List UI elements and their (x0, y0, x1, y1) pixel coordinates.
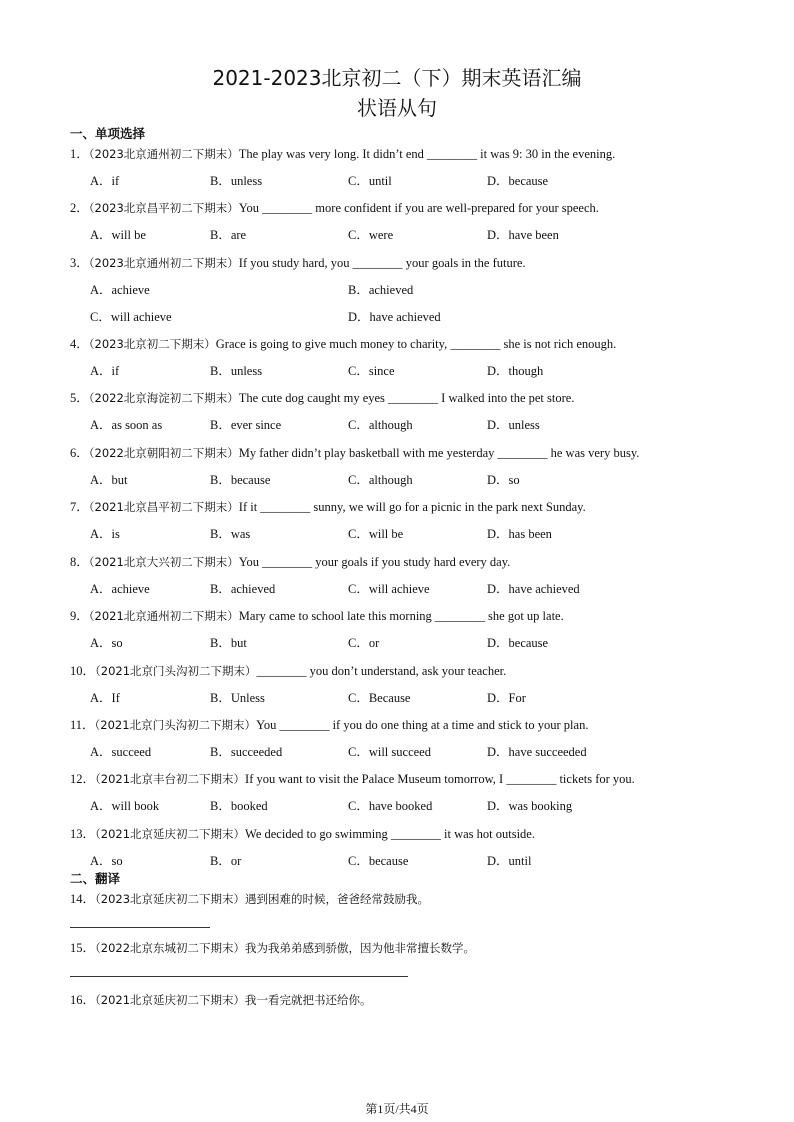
answer-option[interactable]: A．as soon as (90, 418, 163, 432)
answer-option[interactable]: A．if (90, 174, 120, 188)
answer-option[interactable]: C．were (348, 228, 394, 242)
question-number: 1． (70, 147, 89, 161)
question-number: 5． (70, 391, 89, 405)
question-source: （2021北京门头沟初二下期末） (95, 664, 257, 678)
question-text: My father didn’t play basketball with me yesterday ________ he was very busy. (238, 446, 640, 460)
question-text: If you want to visit the Palace Museum tomorrow, I ________ tickets for you. (245, 772, 635, 786)
question-source: （2021北京丰台初二下期末） (95, 772, 246, 786)
section-heading-translate: 二、翻译 (70, 871, 121, 886)
question-line (70, 606, 564, 624)
answer-option[interactable]: B．Unless (210, 691, 265, 705)
translation-text: 我为我弟弟感到骄傲，因为他非常擅长数学。 (245, 941, 476, 955)
question-text: Grace is going to give much money to charity, ________ she is not rich enough. (215, 337, 617, 351)
answer-option[interactable]: B．unless (210, 364, 263, 378)
translation-line (70, 990, 372, 1008)
answer-option[interactable]: A．so (90, 636, 123, 650)
answer-option[interactable]: B．unless (210, 174, 263, 188)
answer-option[interactable]: D．so (487, 473, 520, 487)
question-line (70, 824, 535, 842)
answer-option[interactable]: B．was (210, 527, 251, 541)
answer-option[interactable]: D．has been (487, 527, 552, 541)
question-source: （2022北京东城初二下期末） (95, 941, 246, 955)
question-number: 11． (70, 718, 95, 732)
answer-option[interactable]: B．but (210, 636, 247, 650)
question-source: （2021北京通州初二下期末） (88, 609, 239, 623)
question-source: （2023北京初二下期末） (88, 337, 216, 351)
question-line (70, 769, 635, 787)
question-source: （2021北京大兴初二下期末） (88, 555, 239, 569)
question-text: You ________ your goals if you study hard every day. (238, 555, 511, 569)
answer-option[interactable]: C．or (348, 636, 380, 650)
question-line (70, 198, 599, 216)
answer-option[interactable]: C．although (348, 418, 413, 432)
answer-option[interactable]: A．succeed (90, 745, 152, 759)
question-line (70, 144, 615, 162)
question-text: You ________ more confident if you are well-prepared for your speech. (238, 201, 599, 215)
answer-option[interactable]: C．have booked (348, 799, 433, 813)
answer-option[interactable]: B．succeeded (210, 745, 283, 759)
answer-option[interactable]: D．because (487, 174, 549, 188)
answer-option[interactable]: D．until (487, 854, 532, 868)
page-title: 2021-2023北京初二（下）期末英语汇编 (212, 66, 582, 90)
answer-option[interactable]: A．will be (90, 228, 146, 242)
answer-option[interactable]: D．was booking (487, 799, 573, 813)
question-line (70, 661, 506, 679)
answer-option[interactable]: A．If (90, 691, 120, 705)
question-number: 7． (70, 500, 89, 514)
answer-option[interactable]: B．or (210, 854, 242, 868)
answer-option[interactable]: D．have achieved (487, 582, 580, 596)
answer-option[interactable]: B．achieved (210, 582, 276, 596)
answer-option[interactable]: A．so (90, 854, 123, 868)
question-line (70, 388, 574, 406)
question-source: （2023北京通州初二下期末） (88, 256, 239, 270)
question-number: 9． (70, 609, 89, 623)
answer-option[interactable]: D．though (487, 364, 544, 378)
question-source: （2023北京通州初二下期末） (88, 147, 239, 161)
question-source: （2023北京昌平初二下期末） (88, 201, 239, 215)
question-number: 2． (70, 201, 89, 215)
question-source: （2021北京延庆初二下期末） (95, 827, 246, 841)
question-number: 12． (70, 772, 96, 786)
answer-option[interactable]: B．because (210, 473, 271, 487)
answer-option[interactable]: C．until (348, 174, 392, 188)
question-text: If you study hard, you ________ your goals in the future. (238, 256, 526, 270)
question-number: 4． (70, 337, 89, 351)
translation-line (70, 938, 475, 956)
answer-option[interactable]: C．because (348, 854, 409, 868)
question-source: （2023北京延庆初二下期末） (95, 892, 246, 906)
page-subtitle: 状语从句 (357, 96, 437, 120)
page-footer: 第1页/共4页 (365, 1102, 429, 1116)
question-text: The play was very long. It didn’t end ________ it was 9: 30 in the evening. (238, 147, 616, 161)
question-line (70, 715, 588, 733)
answer-option[interactable]: D．have achieved (348, 310, 441, 324)
question-text: We decided to go swimming ________ it was hot outside. (245, 827, 535, 841)
question-number: 6． (70, 446, 89, 460)
question-number: 13． (70, 827, 96, 841)
answer-option[interactable]: C．Because (348, 691, 411, 705)
question-number: 8． (70, 555, 89, 569)
question-line (70, 334, 616, 352)
answer-option[interactable]: B．booked (210, 799, 268, 813)
question-number: 15． (70, 941, 96, 955)
answer-option[interactable]: A．if (90, 364, 120, 378)
question-number: 14． (70, 892, 96, 906)
answer-option[interactable]: A．will book (90, 799, 160, 813)
answer-blank-line[interactable] (70, 976, 408, 977)
question-source: （2021北京门头沟初二下期末） (94, 718, 257, 732)
question-number: 16． (70, 993, 96, 1007)
question-line (70, 443, 639, 461)
answer-option[interactable]: C．will achieve (348, 582, 430, 596)
question-text: If it ________ sunny, we will go for a picnic in the park next Sunday. (238, 500, 586, 514)
question-source: （2021北京延庆初二下期末） (95, 993, 246, 1007)
answer-option[interactable]: A．but (90, 473, 128, 487)
translation-text: 遇到困难的时候，爸爸经常鼓励我。 (245, 892, 430, 906)
question-line (70, 552, 510, 570)
question-number: 3． (70, 256, 89, 270)
answer-option[interactable]: B．achieved (348, 283, 414, 297)
answer-option[interactable]: A．achieve (90, 582, 150, 596)
answer-option[interactable]: A．is (90, 527, 120, 541)
question-source: （2021北京昌平初二下期末） (88, 500, 239, 514)
answer-option[interactable]: A．achieve (90, 283, 150, 297)
answer-blank-line[interactable] (70, 927, 210, 928)
answer-option[interactable]: B．ever since (210, 418, 282, 432)
section-heading-choice: 一、单项选择 (70, 126, 146, 141)
answer-option[interactable]: D．unless (487, 418, 540, 432)
question-source: （2022北京海淀初二下期末） (88, 391, 239, 405)
question-text: ________ you don’t understand, ask your teacher. (256, 664, 507, 678)
translation-line (70, 889, 429, 907)
translation-text: 我一看完就把书还给你。 (245, 993, 372, 1007)
question-number: 10． (70, 664, 96, 678)
question-line (70, 253, 526, 271)
answer-option[interactable]: C．will be (348, 527, 404, 541)
question-text: You ________ if you do one thing at a time and stick to your plan. (256, 718, 589, 732)
answer-option[interactable]: C．since (348, 364, 395, 378)
answer-option[interactable]: D．have been (487, 228, 559, 242)
answer-option[interactable]: B．are (210, 228, 247, 242)
answer-option[interactable]: D．because (487, 636, 549, 650)
question-source: （2022北京朝阳初二下期末） (88, 446, 239, 460)
question-text: Mary came to school late this morning ________ she got up late. (238, 609, 564, 623)
answer-option[interactable]: D．have succeeded (487, 745, 587, 759)
answer-option[interactable]: D．For (487, 691, 526, 705)
answer-option[interactable]: C．will achieve (90, 310, 172, 324)
answer-option[interactable]: C．although (348, 473, 413, 487)
question-line (70, 497, 586, 515)
question-text: The cute dog caught my eyes ________ I walked into the pet store. (238, 391, 575, 405)
answer-option[interactable]: C．will succeed (348, 745, 431, 759)
